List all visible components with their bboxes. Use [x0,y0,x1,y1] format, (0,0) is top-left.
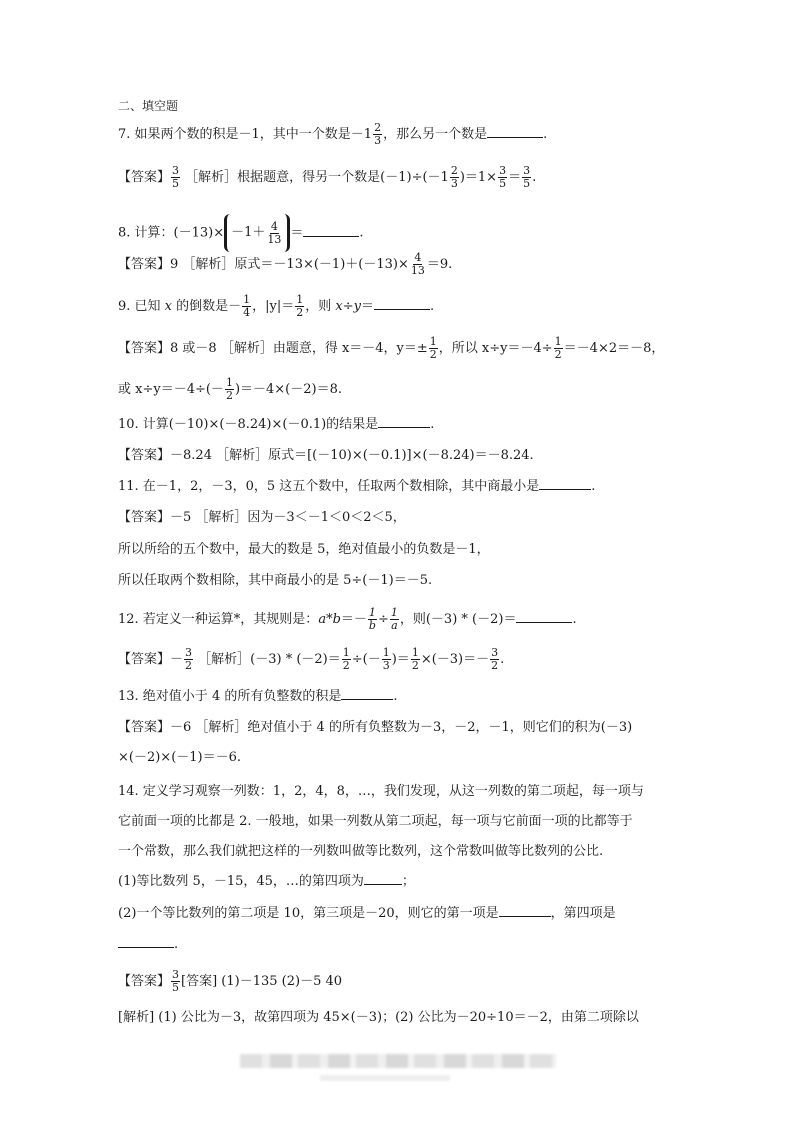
answer-blank[interactable] [118,947,174,948]
section-title: 二、填空题 [118,99,179,113]
answer-11-line-3: 所以任取两个数相除，其中商最小的是 5÷(－1)＝－5. [118,573,433,588]
fraction: $\frac{1}{2}$ [342,646,350,672]
question-14-line-3: 一个常数，那么我们就把这样的一列数叫做等比数列，这个常数叫做等比数列的公比. [118,844,604,859]
fraction: $\frac{1}{4}$ [243,293,251,319]
fraction: $\frac{1}{3}$ [382,646,390,672]
answer-tag: 【答案】 [118,652,171,667]
fraction: $\frac{3}{2}$ [491,646,499,672]
fraction: $\frac{4}{13}$ [267,219,282,246]
fraction: $\frac{3}{5}$ [499,164,507,190]
answer-11: 【答案】－5 ［解析］因为－3＜－1＜0＜2＜5， [118,510,406,525]
answer-tag: 【答案】 [118,170,171,185]
answer-9: 【答案】8 或－8 ［解析］由题意，得 x＝－4，y＝± $\frac{1}{2}$ ，所以 x÷y＝－4÷ $\frac{1}{2}$ ＝－4×2＝－8， [118,335,665,361]
answer-blank[interactable] [539,489,591,490]
answer-tag: 【答案】 [118,341,171,356]
fraction: $\frac{1}{b}$ [368,606,376,632]
answer-blank[interactable] [341,699,393,700]
fraction: $\frac{1}{a}$ [390,606,398,632]
question-14-line-6: . [118,936,178,954]
question-14-line-2: 它前面一项的比都是 2. 一般地，如果一列数从第二项起，每一项与它前面一项的比都等于 [118,814,633,829]
answer-blank[interactable] [487,137,543,138]
answer-13: 【答案】－6 ［解析］绝对值小于 4 的所有负整数为－3，－2，－1，则它们的积为(－3) [118,720,633,735]
answer-blank[interactable] [374,309,430,310]
fraction: $\frac{1}{2}$ [225,376,233,402]
question-14-line-5: (2)一个等比数列的第二项是 10，第三项是－20，则它的第一项是 ，第四项是 [118,906,616,921]
answer-9-line-2: 或 x÷y＝－4÷(－ $\frac{1}{2}$ )＝－4×(－2)＝8. [118,376,342,402]
fraction: $\frac{3}{5}$ [172,164,180,190]
fraction: $\frac{1}{2}$ [411,646,419,672]
answer-14-line-2: [解析] (1) 公比为－3，故第四项为 45×(－3)；(2) 公比为－20÷10＝－2，由第二项除以 [118,1010,639,1025]
answer-7: 【答案】 $\frac{3}{5}$ ［解析］根据题意，得另一个数是(－1)÷(－1 $\frac{2}{3}$ )＝1× $\frac{3}{5}$ ＝ $\frac{3}{5}$ . [118,164,537,190]
fraction: $\frac{3}{2}$ [185,646,193,672]
answer-blank[interactable] [378,427,430,428]
fraction: $\frac{3}{5}$ [172,968,180,994]
answer-blank[interactable] [364,884,402,885]
fraction: $\frac{1}{2}$ [296,293,304,319]
answer-blank[interactable] [516,622,572,623]
question-10: 10. 计算(－10)×(－8.24)×(－0.1)的结果是 . [118,417,435,432]
question-12: 12. 若定义一种运算*，其规则是：a*b＝－ $\frac{1}{b}$ ÷ $\frac{1}{a}$ ，则(－3) * (－2)＝ . [118,606,577,632]
answer-tag: 【答案】 [118,257,171,272]
question-9: 9. 已知 x 的倒数是－ $\frac{1}{4}$ ，|y|＝ $\frac{1}{2}$ ，则 x÷y＝ . [118,293,435,319]
fraction: $\frac{2}{3}$ [450,164,458,190]
answer-blank[interactable] [303,236,359,237]
question-8: 8. 计算：(－13)× －1＋ $\frac{4}{13}$ ＝ . [118,214,364,252]
fraction: $\frac{1}{2}$ [429,335,437,361]
answer-13-line-2: ×(－2)×(－1)＝－6. [118,750,242,765]
answer-10: 【答案】－8.24 ［解析］原式＝[(－10)×(－0.1)]×(－8.24)＝－8.24. [118,448,534,463]
question-11: 11. 在－1，2，－3，0，5 这五个数中，任取两个数相除，其中商最小是 . [118,479,596,494]
answer-blank[interactable] [499,916,551,917]
fraction: $\frac{1}{2}$ [554,335,562,361]
question-14-line-4: (1)等比数列 5，－15，45，…的第四项为 ； [118,874,415,889]
question-7: 7. 如果两个数的积是－1，其中一个数是－1 $\frac{2}{3}$ ，那么另一个数是 . [118,121,548,147]
fraction: $\frac{4}{13}$ [410,251,425,277]
blurred-footer-watermark-2 [320,1075,450,1081]
fraction: $\frac{3}{5}$ [523,164,531,190]
answer-12: 【答案】－ $\frac{3}{2}$ ［解析］(－3) * (－2)＝ $\frac{1}{2}$ ÷(－ $\frac{1}{3}$ )＝ $\frac{1}{2}$ ×(－3)＝－ $\frac{3}{2}$ . [118,646,505,672]
answer-8: 【答案】9 ［解析］原式＝－13×(－1)＋(－13)× $\frac{4}{13}$ ＝9. [118,251,453,277]
answer-tag: 【答案】 [118,448,171,463]
bracket-group: －1＋ $\frac{4}{13}$ [224,214,290,252]
blurred-footer-watermark [240,1054,556,1068]
question-13: 13. 绝对值小于 4 的所有负整数的积是 . [118,689,398,704]
answer-tag: 【答案】 [118,510,171,525]
fraction: $\frac{2}{3}$ [374,121,382,147]
question-14-line-1: 14. 定义学习观察一列数：1，2，4，8，…，我们发现，从这一列数的第二项起，每一项与 [118,784,644,799]
answer-14: 【答案】 $\frac{3}{5}$ [答案] (1)－135 (2)－5 40 [118,968,343,994]
answer-tag: 【答案】 [118,974,171,989]
answer-11-line-2: 所以所给的五个数中，最大的数是 5，绝对值最小的负数是－1， [118,542,490,557]
answer-tag: 【答案】 [118,720,171,735]
